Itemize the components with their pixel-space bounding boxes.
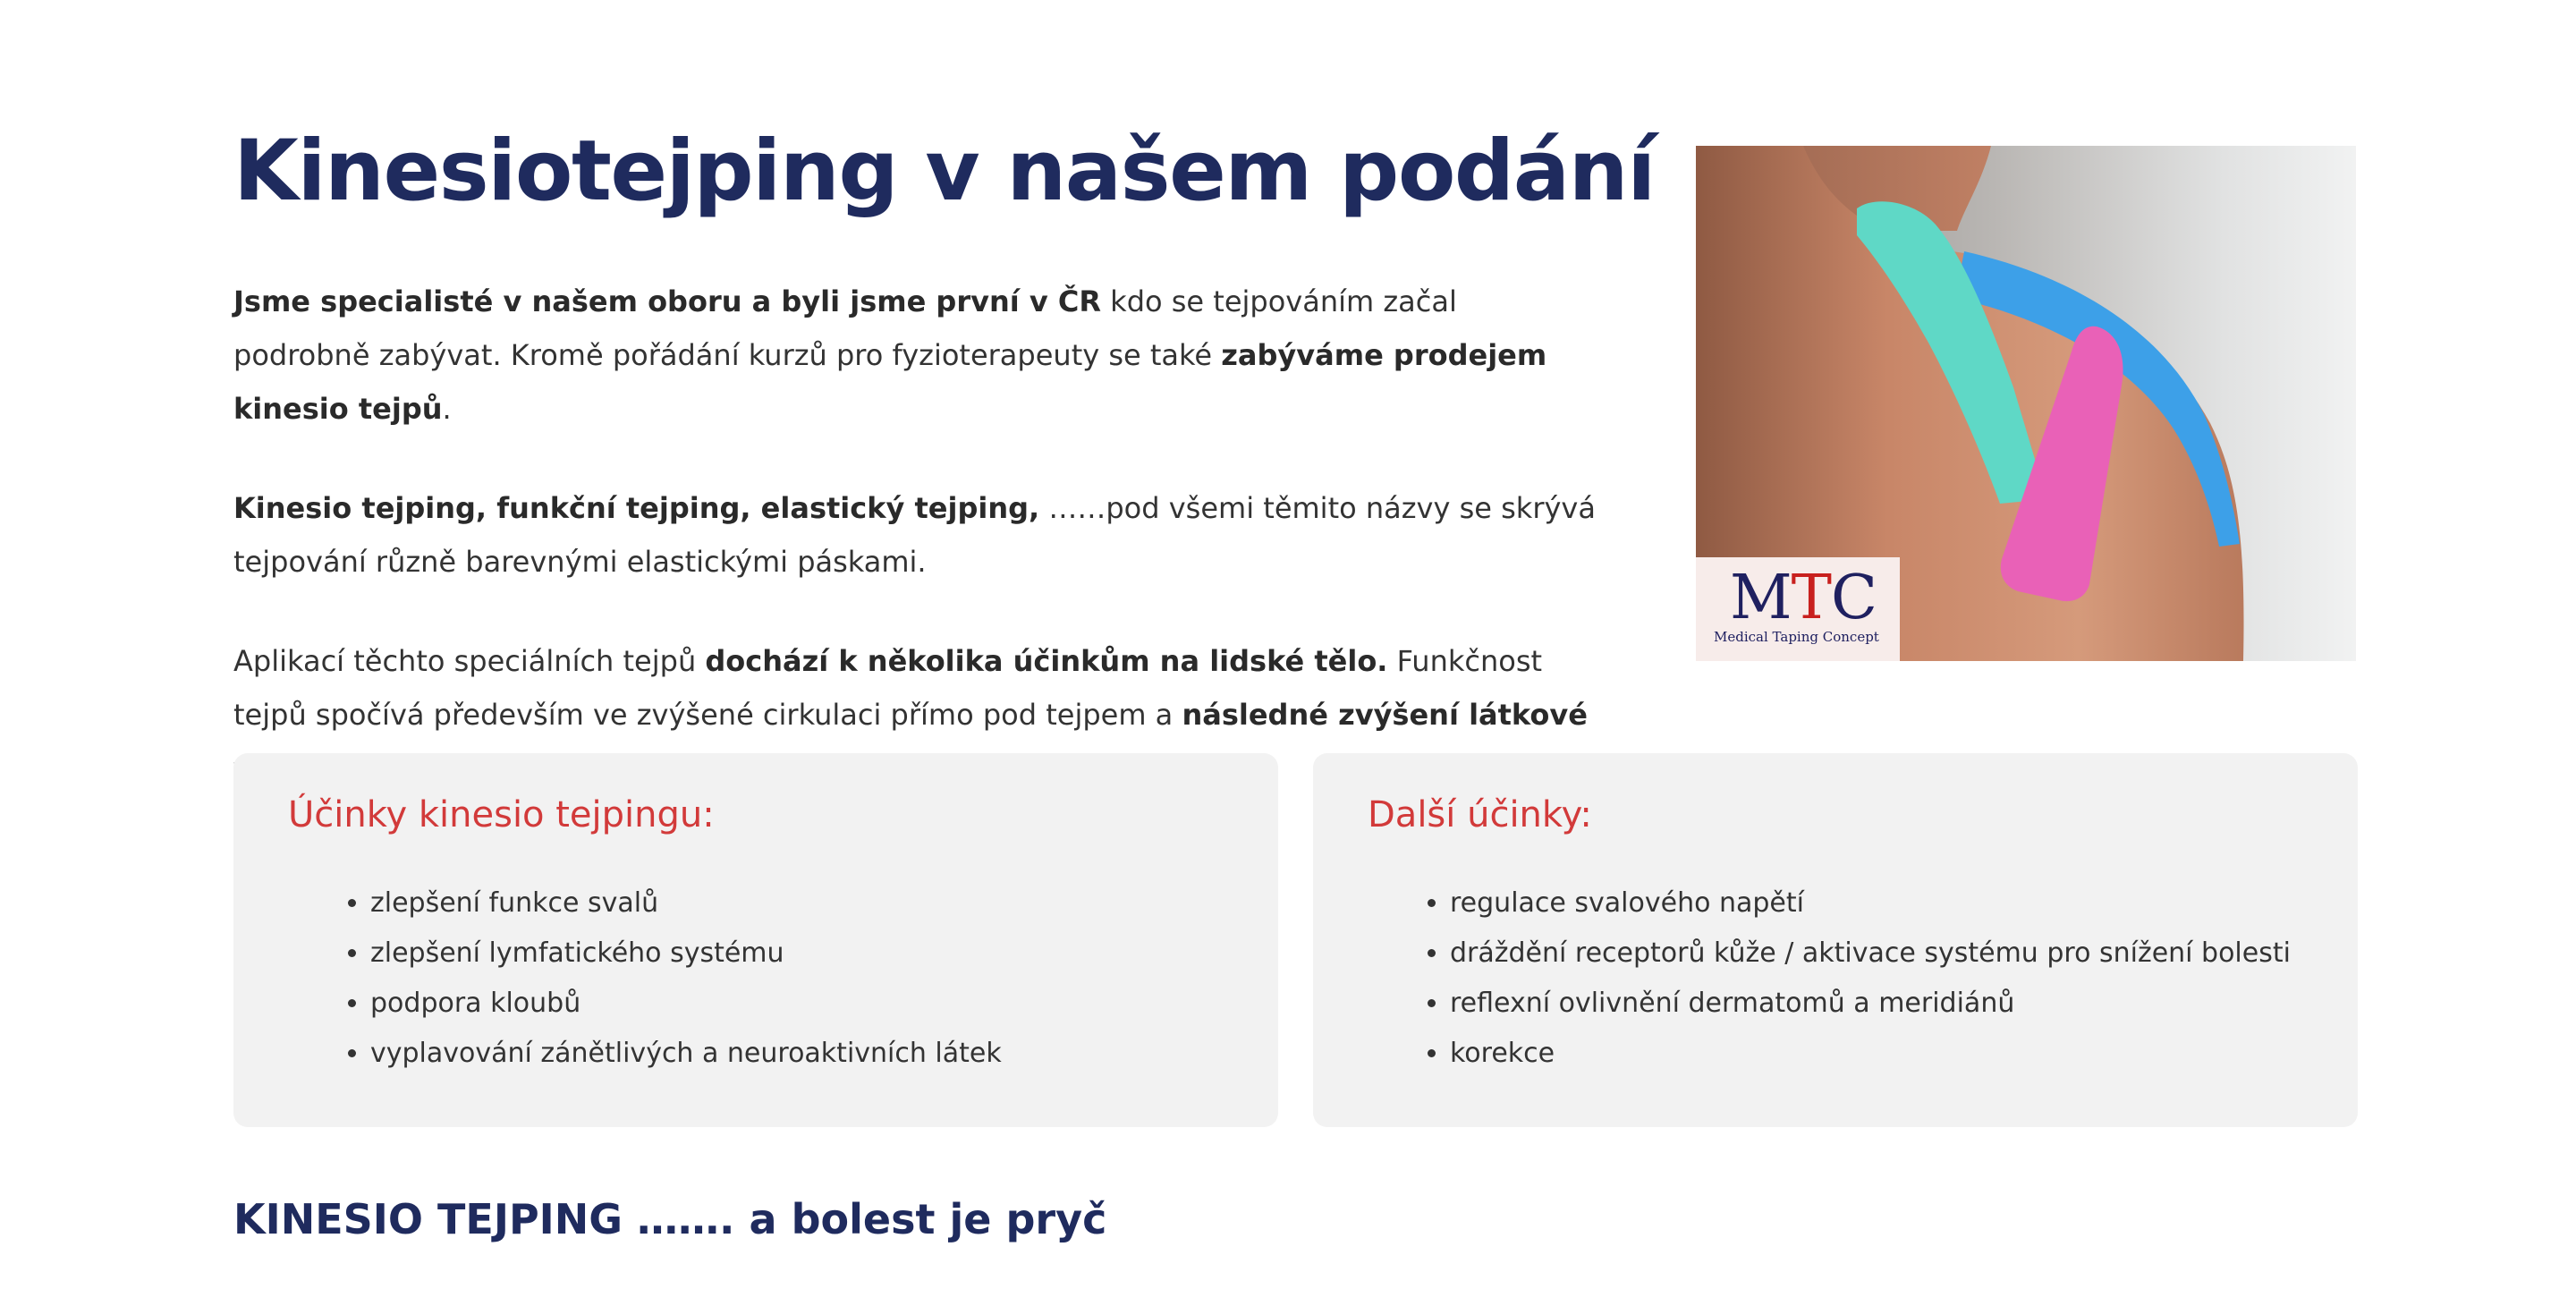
mtc-logo-letters: MTC (1730, 563, 1877, 633)
intro-p3-bold-2: následné zvýšení látkové (1182, 698, 1588, 732)
intro-paragraph-1 (233, 275, 1602, 436)
other-effects-card (1313, 753, 2358, 1127)
intro-p2-bold-1: Kinesio tejping, funkční tejping, elastický tejping, (233, 491, 1040, 525)
other-effects-list (1368, 878, 2291, 1079)
effects-list (288, 878, 1002, 1079)
effects-card (233, 753, 1278, 1127)
page-title: Kinesiotejping v našem podání (233, 123, 1655, 220)
intro-paragraph-2 (233, 481, 1602, 589)
list-item: • reflexní ovlivnění dermatomů a meridiánů (1450, 979, 2291, 1029)
effects-card-title: Účinky kinesio tejpingu: (288, 794, 715, 835)
list-item: • vyplavování zánětlivých a neuroaktivních látek (370, 1029, 1002, 1079)
kinesio-tape-shoulder-photo (1696, 146, 2356, 661)
mtc-logo-t-letter: T (1791, 563, 1831, 633)
intro-p1-text-2: . (442, 392, 452, 426)
list-item: • zlepšení lymfatického systému (370, 929, 1002, 979)
list-item: • zlepšení funkce svalů (370, 878, 1002, 929)
section-subheading: KINESIO TEJPING ……. a bolest je pryč (233, 1195, 1107, 1243)
other-effects-card-title: Další účinky: (1368, 794, 1592, 835)
list-item: • korekce (1450, 1029, 2291, 1079)
list-item: • regulace svalového napětí (1450, 878, 2291, 929)
mtc-logo-tagline: Medical Taping Concept (1714, 629, 1879, 645)
intro-p1-bold-1: Jsme specialisté v našem oboru a byli jsme první v ČR (233, 284, 1101, 318)
list-item: • dráždění receptorů kůže / aktivace systému pro snížení bolesti (1450, 929, 2291, 979)
mtc-logo (1696, 557, 1900, 661)
intro-p2-text-1: ……pod všemi těmito názvy se skrývá tejpování různě barevnými elastickými páskami. (233, 491, 1596, 579)
intro-p3-text-1: Aplikací těchto speciálních tejpů (233, 644, 706, 678)
list-item: • podpora kloubů (370, 979, 1002, 1029)
intro-p1-bold-2: zabýváme prodejem kinesio tejpů (233, 338, 1547, 426)
intro-p3-text-2: Funkčnost tejpů spočívá především ve zvýšené cirkulaci přímo pod tejpem a (233, 644, 1543, 732)
intro-p1-text-1: kdo se tejpováním začal podrobně zabývat. Kromě pořádání kurzů pro fyzioterapeuty se také (233, 284, 1457, 372)
intro-p3-bold-1: dochází k několika účinkům na lidské tělo. (705, 644, 1388, 678)
